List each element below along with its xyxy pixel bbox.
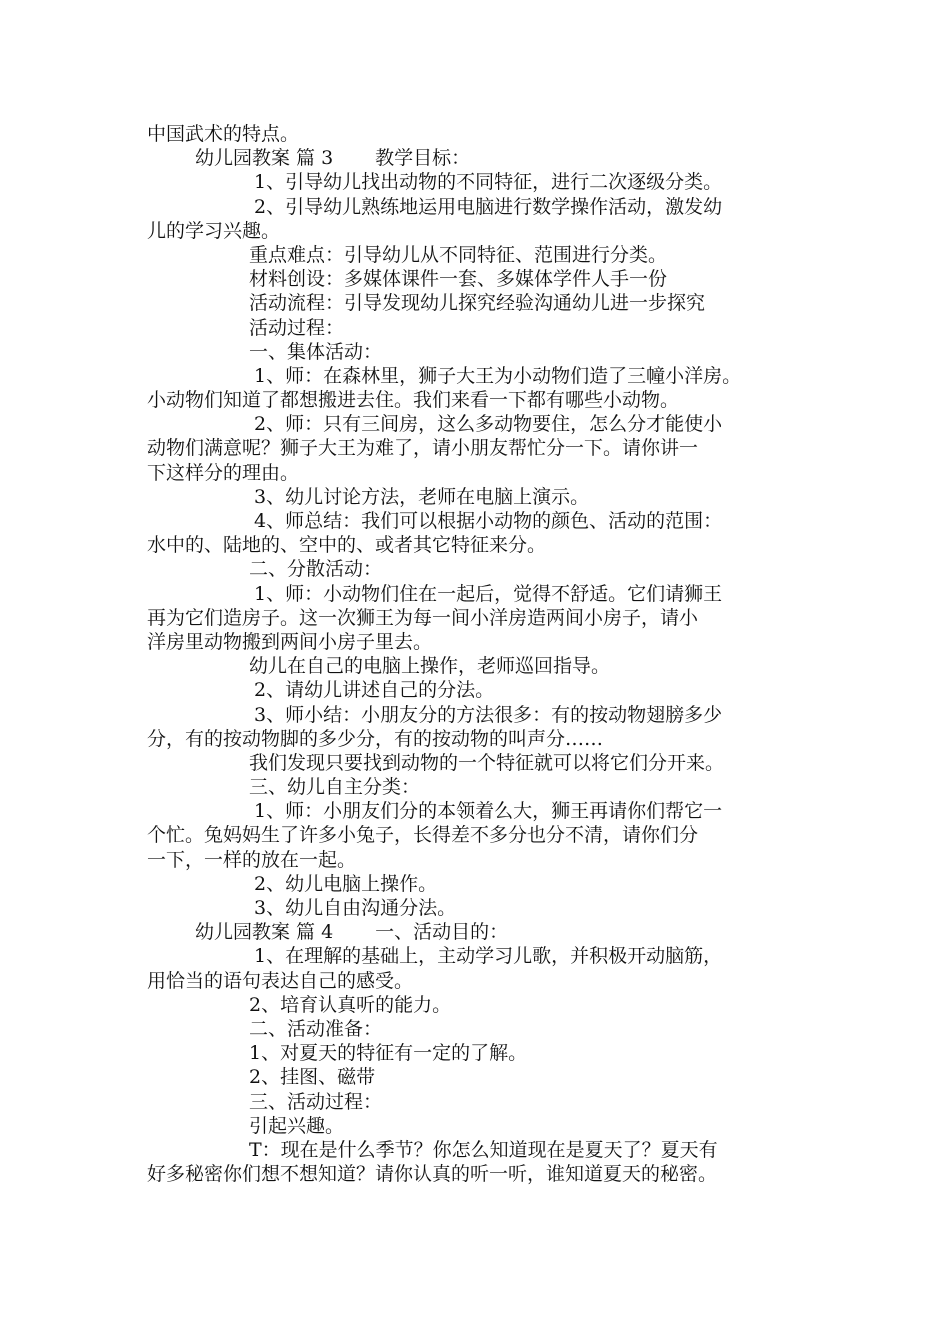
paragraph-line: 1、师：小动物们住在一起后，觉得不舒适。它们请狮王 [254, 582, 723, 605]
paragraph-line: 个忙。兔妈妈生了许多小兔子，长得差不多分也分不清，请你们分 [147, 824, 699, 847]
paragraph-line: T：现在是什么季节？你怎么知道现在是夏天了？夏天有 [249, 1138, 718, 1161]
paragraph-line: 引起兴趣。 [249, 1114, 345, 1137]
paragraph-line: 3、幼儿讨论方法，老师在电脑上演示。 [254, 485, 590, 508]
paragraph-line: 重点难点：引导幼儿从不同特征、范围进行分类。 [249, 243, 668, 266]
paragraph-line: 2、挂图、磁带 [249, 1066, 376, 1089]
section-label: 幼儿园教案 篇 4 [195, 921, 334, 944]
paragraph-line: 2、引导幼儿熟练地运用电脑进行数学操作活动，激发幼 [254, 195, 723, 218]
paragraph-line: 一下，一样的放在一起。 [147, 848, 357, 871]
paragraph-line: 中国武术的特点。 [147, 123, 300, 145]
paragraph-line: 三、活动过程： [249, 1090, 383, 1113]
paragraph-line: 好多秘密你们想不想知道？请你认真的听一听，谁知道夏天的秘密。 [147, 1163, 718, 1186]
paragraph-line: 1、引导幼儿找出动物的不同特征，进行二次逐级分类。 [254, 171, 723, 194]
paragraph-line: 活动过程： [249, 316, 345, 339]
paragraph-line: 下这样分的理由。 [147, 461, 300, 484]
paragraph-line: 我们发现只要找到动物的一个特征就可以将它们分开来。 [249, 751, 725, 774]
section-heading-line [147, 920, 817, 944]
paragraph-line: 4、师总结：我们可以根据小动物的颜色、活动的范围： [254, 510, 723, 532]
paragraph-line: 活动流程：引导发现幼儿探究经验沟通幼儿进一步探究 [249, 292, 706, 315]
paragraph-line: 1、对夏天的特征有一定的了解。 [249, 1042, 528, 1065]
section-label: 幼儿园教案 篇 3 [195, 147, 334, 170]
section-title: 教学目标： [375, 147, 471, 170]
paragraph-line: 洋房里动物搬到两间小房子里去。 [147, 630, 433, 653]
paragraph-line: 用恰当的语句表达自己的感受。 [147, 969, 414, 992]
paragraph-line: 二、分散活动： [249, 558, 383, 581]
paragraph-line: 1、师：小朋友们分的本领着么大，狮王再请你们帮它一 [254, 800, 723, 823]
paragraph-line: 二、活动准备： [249, 1017, 383, 1040]
paragraph-line: 3、幼儿自由沟通分法。 [254, 897, 457, 919]
paragraph-line: 1、在理解的基础上，主动学习儿歌，并积极开动脑筋， [254, 945, 723, 968]
paragraph-line: 再为它们造房子。这一次狮王为每一间小洋房造两间小房子，请小 [147, 606, 699, 629]
paragraph-line: 2、师：只有三间房，这么多动物要住，怎么分才能使小 [254, 413, 723, 436]
paragraph-line: 一、集体活动： [249, 340, 383, 363]
paragraph-line: 2、幼儿电脑上操作。 [254, 872, 438, 895]
paragraph-line: 儿的学习兴趣。 [147, 219, 281, 242]
paragraph-line: 2、培育认真听的能力。 [249, 993, 452, 1016]
paragraph-line: 动物们满意呢？狮子大王为难了，请小朋友帮忙分一下。请你讲一 [147, 437, 699, 460]
paragraph-line: 小动物们知道了都想搬进去住。我们来看一下都有哪些小动物。 [147, 389, 680, 412]
paragraph-line: 水中的、陆地的、空中的、或者其它特征来分。 [147, 534, 547, 557]
document-body [147, 122, 817, 1186]
paragraph-line: 2、请幼儿讲述自己的分法。 [254, 679, 495, 702]
paragraph-line: 三、幼儿自主分类： [249, 776, 421, 799]
section-title: 一、活动目的： [375, 921, 509, 944]
paragraph-line: 材料创设：多媒体课件一套、多媒体学件人手一份 [249, 268, 668, 291]
paragraph-line: 分，有的按动物脚的多少分，有的按动物的叫声分…… [147, 727, 604, 750]
paragraph-line: 1、师：在森林里，狮子大王为小动物们造了三幢小洋房。 [254, 364, 742, 387]
paragraph-line: 幼儿在自己的电脑上操作，老师巡回指导。 [249, 655, 611, 678]
paragraph-line: 3、师小结：小朋友分的方法很多：有的按动物翅膀多少 [254, 703, 723, 726]
section-heading-line [147, 146, 817, 170]
